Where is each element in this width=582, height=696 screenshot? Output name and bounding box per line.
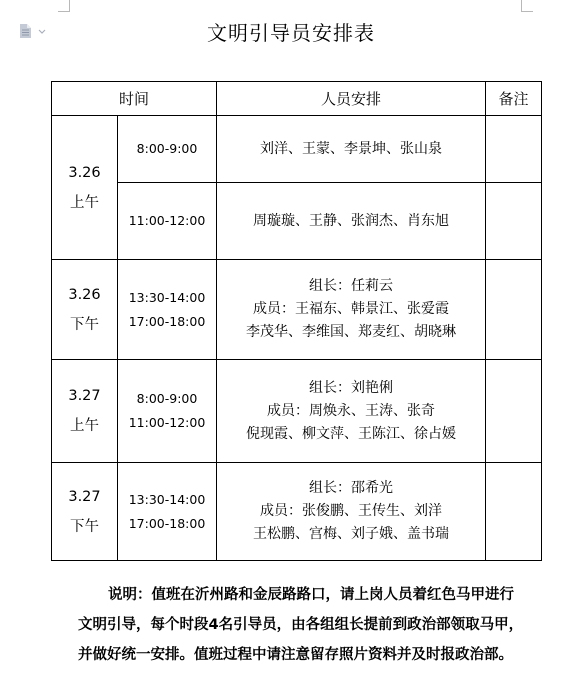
table-row xyxy=(52,360,542,463)
explanation-note: 说明：值班在沂州路和金辰路路口，请上岗人员着红色马甲进行文明引导，每个时段4名引导员，由各组组长提前到政治部领取马甲，并做好统一安排。值班过程中请注意留存照片资料并及时报政治部。 xyxy=(78,586,524,663)
header-row xyxy=(52,82,542,116)
period: 上午 xyxy=(70,194,99,211)
time-cell xyxy=(118,463,217,561)
staff-cell: 刘洋、王蒙、李景坤、张山泉 xyxy=(217,116,486,183)
staff-cell: 周璇璇、王静、张润杰、肖东旭 xyxy=(217,183,486,260)
time-cell xyxy=(118,260,217,360)
page-margin-corner-top-left xyxy=(58,0,70,12)
time-slot: 17:00-18:00 xyxy=(128,515,206,531)
date-cell xyxy=(52,116,118,260)
date-cell xyxy=(52,463,118,561)
header-remark: 备注 xyxy=(486,82,542,116)
period: 下午 xyxy=(70,316,99,333)
time-cell xyxy=(118,360,217,463)
staff-cell xyxy=(217,260,486,360)
time-slot: 17:00-18:00 xyxy=(128,313,206,329)
period: 下午 xyxy=(70,518,99,535)
remark-cell xyxy=(486,260,542,360)
table-row xyxy=(52,463,542,561)
header-staff: 人员安排 xyxy=(217,82,486,116)
page-margin-corner-top-right xyxy=(521,0,533,12)
header-time: 时间 xyxy=(52,82,217,116)
time-slot: 13:30-14:00 xyxy=(128,491,206,507)
remark-cell xyxy=(486,183,542,260)
group-members: 成员：周焕永、王涛、张奇 xyxy=(267,402,436,419)
remark-cell xyxy=(486,116,542,183)
staff-cell xyxy=(217,463,486,561)
group-members: 成员：王福东、韩景江、张爱霞 xyxy=(253,301,450,317)
date: 3.27 xyxy=(68,388,101,404)
staff-cell xyxy=(217,360,486,463)
group-members: 成员：张俊鹏、王传生、刘洋 xyxy=(260,503,443,519)
group-members-continued: 倪现霞、柳文萍、王陈江、徐占媛 xyxy=(246,425,457,442)
date: 3.26 xyxy=(68,164,101,181)
time-slot: 13:30-14:00 xyxy=(128,289,206,305)
date: 3.26 xyxy=(68,286,101,303)
time-cell: 8:00-9:00 xyxy=(118,116,217,183)
period: 上午 xyxy=(70,418,99,434)
time-slot: 8:00-9:00 xyxy=(136,391,198,406)
table-row xyxy=(52,116,542,183)
group-members-continued: 李茂华、李维国、郑麦红、胡晓琳 xyxy=(246,324,457,340)
table-row xyxy=(52,183,542,260)
document-title: 文明引导员安排表 xyxy=(207,21,375,45)
group-leader: 组长：任莉云 xyxy=(309,278,394,294)
group-leader: 组长：邵希光 xyxy=(309,480,394,496)
time-slot: 11:00-12:00 xyxy=(128,415,206,430)
time-cell: 11:00-12:00 xyxy=(118,183,217,260)
date: 3.27 xyxy=(68,488,101,505)
group-members-continued: 王松鹏、宫梅、刘子娥、盖书瑞 xyxy=(253,526,450,542)
table-row xyxy=(52,260,542,360)
group-leader: 组长：刘艳俐 xyxy=(309,379,394,396)
date-cell xyxy=(52,260,118,360)
remark-cell xyxy=(486,360,542,463)
date-cell xyxy=(52,360,118,463)
remark-cell xyxy=(486,463,542,561)
schedule-table xyxy=(51,81,542,561)
